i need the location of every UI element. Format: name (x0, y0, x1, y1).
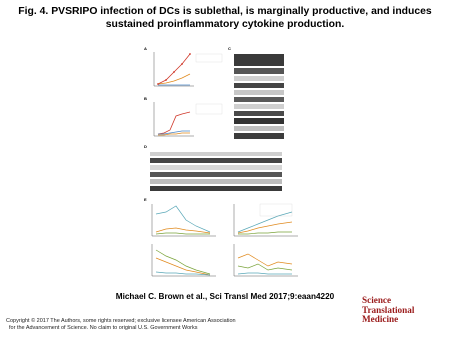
figure-title: Fig. 4. PVSRIPO infection of DCs is sublethal, is marginally productive, and induces sustained proinflammatory cytokine production. (18, 6, 432, 30)
panel-e-label: E (144, 197, 147, 202)
copyright-line-1: Copyright © 2017 The Authors, some rights reserved; exclusive licensee American Association (6, 318, 236, 324)
logo-line-1: Science (362, 295, 392, 305)
panel-d-label: D (144, 144, 147, 149)
copyright-notice (6, 318, 236, 332)
panel-d-blots (150, 152, 282, 191)
panel-a-series-orange (158, 74, 190, 84)
panel-e-chart-2 (234, 204, 298, 236)
panel-c-blots (234, 54, 284, 139)
panel-a-chart (154, 52, 222, 86)
panel-e-chart-4 (234, 244, 298, 276)
panel-a-label: A (144, 46, 147, 51)
logo-line-2: Translational (362, 304, 415, 315)
panel-b-label: B (144, 96, 147, 101)
logo-line-3: Medicine (362, 314, 399, 325)
panel-c-label: C (228, 46, 231, 51)
journal-logo (362, 296, 442, 325)
panel-e-chart-3 (152, 244, 216, 276)
copyright-line-2: for the Advancement of Science. No claim to original U.S. Government Works (9, 325, 198, 331)
citation: Michael C. Brown et al., Sci Transl Med 2017;9:eaan4220 (115, 292, 335, 301)
panel-e-chart-1 (152, 204, 216, 236)
panel-b-chart (154, 102, 222, 136)
figure-image (140, 44, 311, 282)
panel-a-series-red (158, 54, 190, 84)
